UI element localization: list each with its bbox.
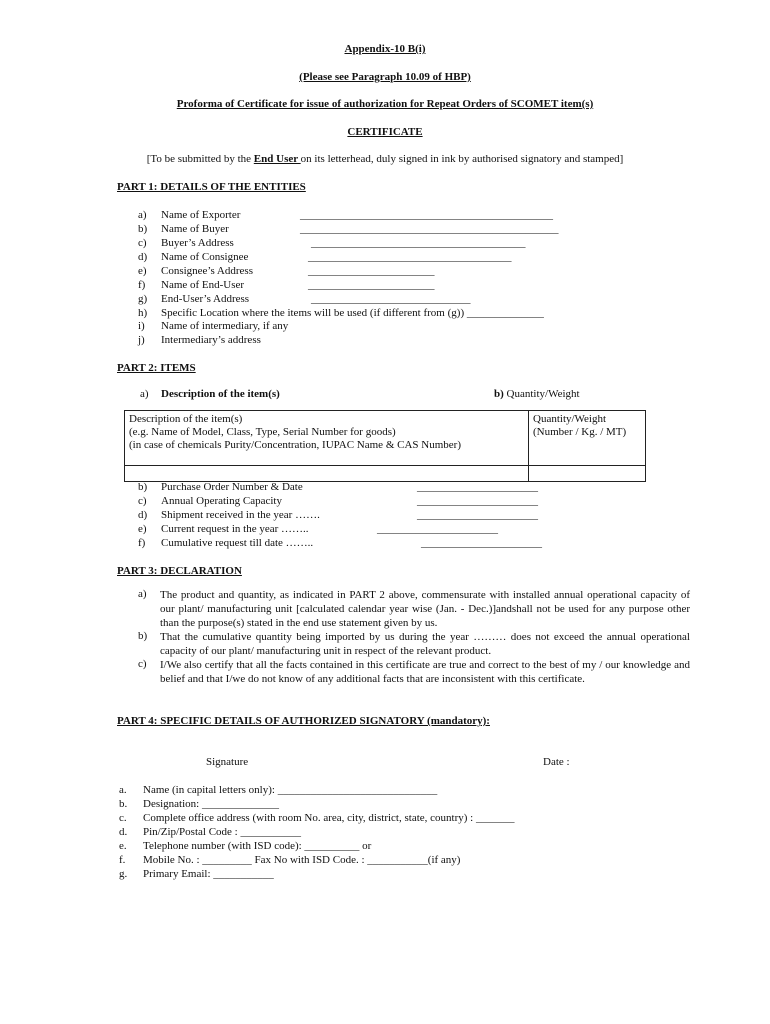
part2-item-blank[interactable]: ______________________ <box>377 523 498 535</box>
paragraph-reference: (Please see Paragraph 10.09 of HBP) <box>299 71 471 83</box>
items-table-header-row <box>125 411 646 466</box>
part1-item-blank[interactable]: _______________________ <box>308 265 435 277</box>
part1-title: PART 1: DETAILS OF THE ENTITIES <box>117 181 306 193</box>
signatory-field[interactable]: Pin/Zip/Postal Code : ___________ <box>143 826 301 838</box>
signature-label: Signature <box>206 756 249 768</box>
part1-item-label: Consignee’s Address <box>161 265 253 277</box>
part1-item-label: End-User’s Address <box>161 293 250 305</box>
part2-title: PART 2: ITEMS <box>117 362 196 374</box>
part1-item-blank[interactable]: _______________________ <box>308 279 435 291</box>
declaration-text: That the cumulative quantity being imported by us during the year ……… does not exceed the annual operational capacity of our plant/ manufacturing unit in respect of the relevant product. <box>160 631 690 657</box>
part1-item-label: Name of Exporter <box>161 209 241 221</box>
items-table-description-cell[interactable] <box>125 466 529 482</box>
date-label: Date : <box>543 756 570 768</box>
part2-item-marker: b) <box>138 481 148 493</box>
part2-item-blank[interactable]: ______________________ <box>421 537 542 549</box>
part2-item-marker: d) <box>138 509 148 521</box>
signatory-marker: g. <box>119 868 128 880</box>
items-table-description-line: Description of the item(s) <box>129 413 243 425</box>
part1-item-marker: j) <box>138 334 145 346</box>
part2-item-label: Cumulative request till date …….. <box>161 537 314 549</box>
part3-title: PART 3: DECLARATION <box>117 565 242 577</box>
part1-item-blank[interactable]: ______________________________________________ <box>300 209 553 221</box>
submission-note <box>0 153 770 166</box>
part1-item-blank[interactable]: _______________________________________ <box>311 237 526 249</box>
part4-title: PART 4: SPECIFIC DETAILS OF AUTHORIZED SIGNATORY (mandatory): <box>117 715 490 727</box>
part2-item-label: Annual Operating Capacity <box>161 495 282 507</box>
part2-a-mark: a) <box>140 388 149 400</box>
part2-item-blank[interactable]: ______________________ <box>417 481 538 493</box>
declaration-text: The product and quantity, as indicated in PART 2 above, commensurate with installed annual operational capacity of our plant/ manufacturing unit [calculated calendar year wise (Jan. - Dec.)]andshall not be used for any purpose other than the purpose(s) stated in the end use statement given by us. <box>160 589 690 629</box>
part1-item-marker: e) <box>138 265 147 277</box>
signatory-marker: c. <box>119 812 127 824</box>
part1-item-label: Specific Location where the items will be used (if different from (g)) ______________ <box>161 307 544 319</box>
items-table-entry-row <box>125 466 646 482</box>
items-table-description-line: (in case of chemicals Purity/Concentration, IUPAC Name & CAS Number) <box>129 439 461 451</box>
part2-item-blank[interactable]: ______________________ <box>417 495 538 507</box>
part1-item-blank[interactable]: _____________________________________ <box>308 251 512 263</box>
part1-item-marker: i) <box>138 320 145 332</box>
part1-item-label: Buyer’s Address <box>161 237 234 249</box>
part1-item-blank[interactable]: _____________________________ <box>311 293 471 305</box>
appendix-title: Appendix-10 B(i) <box>344 43 426 55</box>
part2-item-label: Shipment received in the year ……. <box>161 509 320 521</box>
part1-item-label: Name of Buyer <box>161 223 229 235</box>
submission-note-post: on its letterhead, duly signed in ink by authorised signatory and stamped] <box>300 153 624 165</box>
part1-item-marker: c) <box>138 237 147 249</box>
signatory-marker: b. <box>119 798 128 810</box>
part1-item-label: Name of Consignee <box>161 251 249 263</box>
signatory-field[interactable]: Complete office address (with room No. area, city, district, state, country) : _______ <box>143 812 515 824</box>
part1-item-label: Name of intermediary, if any <box>161 320 289 332</box>
part2-item-label: Current request in the year …….. <box>161 523 309 535</box>
part2-b-label: b) Quantity/Weight <box>494 388 580 400</box>
part1-item-marker: a) <box>138 209 147 221</box>
part2-a-label: Description of the item(s) <box>161 388 280 400</box>
signatory-marker: d. <box>119 826 128 838</box>
part1-item-blank[interactable]: _______________________________________________ <box>300 223 559 235</box>
items-table <box>124 410 646 482</box>
part2-item-marker: e) <box>138 523 147 535</box>
submission-note-pre: [To be submitted by the <box>146 153 254 165</box>
part1-item-label: Intermediary’s address <box>161 334 261 346</box>
declaration-marker: a) <box>138 588 147 600</box>
signatory-marker: e. <box>119 840 127 852</box>
part1-item-marker: f) <box>138 279 146 291</box>
items-table-quantity-cell[interactable] <box>529 466 646 482</box>
signatory-field[interactable]: Designation: ______________ <box>143 798 279 810</box>
part2-item-label: Purchase Order Number & Date <box>161 481 303 493</box>
part1-item-marker: d) <box>138 251 148 263</box>
items-table-quantity-line: (Number / Kg. / MT) <box>533 426 627 438</box>
part1-item-marker: g) <box>138 293 148 305</box>
signatory-field[interactable]: Name (in capital letters only): _____________________________ <box>143 784 438 796</box>
part2-item-marker: c) <box>138 495 147 507</box>
part1-item-marker: h) <box>138 307 148 319</box>
signatory-marker: a. <box>119 784 127 796</box>
part2-item-marker: f) <box>138 537 146 549</box>
proforma-title: Proforma of Certificate for issue of authorization for Repeat Orders of SCOMET item(s) <box>176 98 594 110</box>
items-table-quantity-header <box>529 411 646 466</box>
part1-item-label: Name of End-User <box>161 279 245 291</box>
declaration-text: I/We also certify that all the facts contained in this certificate are true and correct to the best of my / our knowledge and belief and that I/we do not know of any additional facts that are inconsistent with this certificate. <box>160 659 690 685</box>
declaration-marker: b) <box>138 630 148 642</box>
submission-note-end-user: End User <box>253 153 301 165</box>
signatory-field[interactable]: Mobile No. : _________ Fax No with ISD Code. : ___________(if any) <box>143 854 461 866</box>
part2-item-blank[interactable]: ______________________ <box>417 509 538 521</box>
items-table-quantity-line: Quantity/Weight <box>533 413 607 425</box>
items-table-description-line: (e.g. Name of Model, Class, Type, Serial Number for goods) <box>129 426 396 438</box>
signatory-field[interactable]: Telephone number (with ISD code): __________ or <box>143 840 372 852</box>
signatory-marker: f. <box>119 854 126 866</box>
items-table-description-header <box>125 411 529 466</box>
certificate-heading: CERTIFICATE <box>347 126 423 138</box>
signatory-field[interactable]: Primary Email: ___________ <box>143 868 274 880</box>
part1-item-marker: b) <box>138 223 148 235</box>
declaration-marker: c) <box>138 658 147 670</box>
